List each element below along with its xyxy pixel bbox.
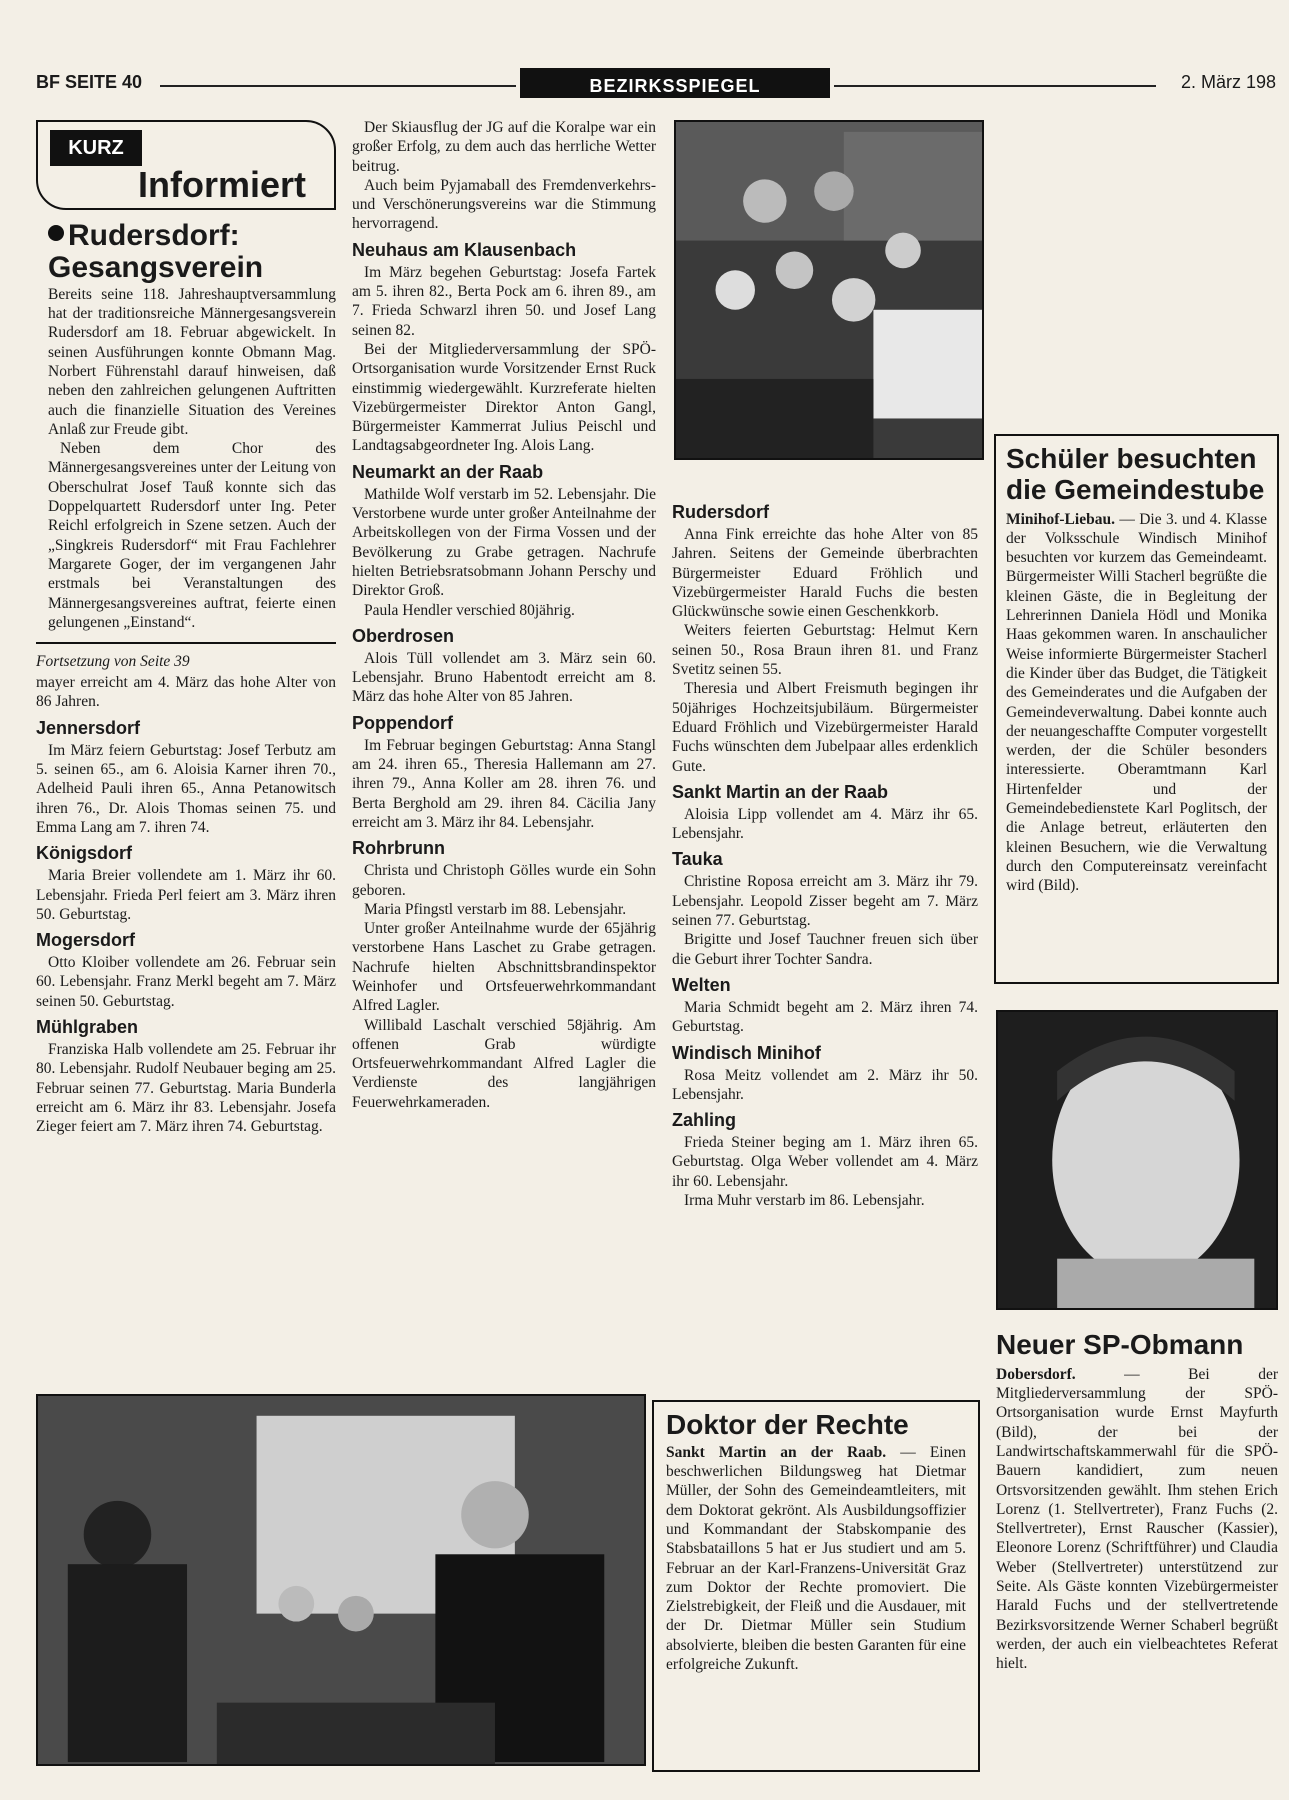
schueler-article (994, 434, 1279, 984)
section-text: Bei der Mitgliederversammlung der SPÖ-Ortsorganisation wurde Vorsitzender Ernst Ruck einstimmig wiedergewählt. Kurzreferate hielten Vizebürgermeister Direktor Anton Gangl, Bürgermeister Kammerrat Julius Peischl und Landtagsabgeordneter Ing. Alois Lang. (352, 340, 656, 455)
photo-school-computer-image (676, 122, 982, 458)
section-text: Alois Tüll vollendet am 3. März sein 60. Lebensjahr. Bruno Habentodt erreicht am 8. März das hohe Alter von 85 Jahren. (352, 649, 656, 706)
section-text: Otto Kloiber vollendete am 26. Februar sein 60. Lebensjahr. Franz Merkl begeht am 7. März seinen 50. Geburtstag. (36, 954, 336, 1010)
section-text: Im März feiern Geburtstag: Josef Terbutz am 5. seinen 65., am 6. Aloisia Karner ihren 70., Adelheid Pauli ihren 65., Anna Petanowitsch ihren 76., Dr. Alois Thomas seinen 75. und Emma Lang am 7. ihren 74. (36, 741, 336, 836)
section-title: Mühlgraben (36, 1016, 138, 1037)
obmann-body (996, 1365, 1278, 1674)
section-title: Neumarkt an der Raab (352, 461, 544, 482)
section-title: Sankt Martin an der Raab (672, 781, 889, 802)
doktor-article (652, 1400, 980, 1772)
intro-paragraph: Auch beim Pyjamaball des Fremdenverkehrs- und Verschönerungsvereins war die Stimmung hervorragend. (352, 176, 656, 233)
section-text: Brigitte und Josef Tauchner freuen sich über die Geburt ihrer Tochter Sandra. (672, 931, 978, 968)
column-3 (672, 496, 978, 1210)
section-text: Rosa Meitz vollendet am 2. März ihr 50. Lebensjahr. (672, 1066, 978, 1103)
section-text: Paula Hendler verschied 80jährig. (364, 601, 575, 619)
section-text: Im Februar begingen Geburtstag: Anna Stangl am 24. ihren 65., Theresia Hallemann am 27. ihren 79., Anna Koller am 28. ihren 76. und Berta Berghold am 29. ihren 84. Cäcilia Jany erreicht am 3. März ihr 84. Lebensjahr. (352, 736, 656, 831)
header-rule-left (160, 85, 516, 87)
section-text: Mathilde Wolf verstarb im 52. Lebensjahr. Die Verstorbene wurde unter großer Anteilnahme der Arbeitskollegen von der Firma Vossen und der Bevölkerung zu Grabe getragen. Nachrufe hielten Betriebsratsobmann Johann Perschy und Direktor Groß. (352, 485, 656, 600)
rudersdorf-article (36, 285, 336, 632)
section-title: Königsdorf (36, 843, 132, 864)
section-title: Windisch Minihof (672, 1042, 821, 1063)
section-title: BEZIRKSSPIEGEL (520, 68, 830, 98)
obmann-dateline: Dobersdorf. (996, 1365, 1076, 1383)
section-text: Christa und Christoph Gölles wurde ein Sohn geboren. (352, 862, 656, 899)
schueler-text: — Die 3. und 4. Klasse der Volksschule Windisch Minihof besuchten vor kurzem das Gemeindeamt. Bürgermeister Willi Stacherl begrüßte die kleinen Gäste, die in Begleitung der Lehrerinnen Daniela Hödl und Monika Haas gekommen waren. In anschaulicher Weise informierte Bürgermeister Stacherl die Kinder über das Budget, die Tätigkeit des Gemeinderates und die Aufgaben der Gemeindeverwaltung. Dabei konnte auch der neuangeschaffte Computer vorgestellt werden, der die Schüler besonders interessierte. Oberamtmann Karl Hirtenfelder und der Gemeindebedienstete Karl Poglitsch, der die Anlage betreut, erläuterten den kleinen Besuchern, wie die Verwaltung durch den Computereinsatz vereinfacht wird (Bild). (1006, 510, 1267, 895)
kurz-title: Informiert (138, 164, 307, 205)
section-text: Christine Roposa erreicht am 3. März ihr 79. Lebensjahr. Leopold Zisser begeht am 7. März seinen 77. Geburtstag. (672, 873, 978, 930)
article-paragraph: Bereits seine 118. Jahreshauptversammlung hat der traditionsreiche Männergesangsverein Rudersdorf am 18. Februar abgewickelt. In seinen Ausführungen konnte Obmann Mag. Norbert Führenstahl darauf hinweisen, daß neben den zahlreichen gelungenen Auftritten auch die finanzielle Situation des Vereines Anlaß zur Freude gibt. (48, 285, 336, 438)
section-title: Welten (672, 974, 731, 995)
rudersdorf-headline: Rudersdorf: Gesangsverein (48, 219, 264, 285)
section-title: Zahling (672, 1110, 736, 1131)
section-text: Franziska Halb vollendete am 25. Februar ihr 80. Lebensjahr. Rudolf Neubauer beging am 25. Februar seinen 77. Geburtstag. Maria Bunderla erreicht am 6. März ihr 83. Lebensjahr. Josefa Zieger feiert am 7. März ihren 74. Geburtstag. (36, 1040, 336, 1136)
page-header (36, 68, 1276, 104)
page-number: BF SEITE 40 (36, 72, 143, 92)
section-title: Rohrbrunn (352, 838, 445, 859)
section-text: Im März begehen Geburtstag: Josefa Fartek am 5. ihren 82., Berta Pock am 6. ihren 89., am 7. Frieda Schwarzl ihren 50. und Josef Lang seinen 82. (352, 263, 656, 339)
doktor-headline: Doktor der Rechte (666, 1409, 909, 1440)
article-paragraph: Neben dem Chor des Männergesangsvereines unter der Leitung von Oberschulrat Josef Tauß konnte sich das Doppelquartett Rudersdorf unter Ing. Peter Reichl erfolgreich in Szene setzen. Auch der „Singkreis Rudersdorf“ mit Frau Fachlehrer Margarete Goger, der im vergangenen Jahr erstmals bei Veranstaltungen des Männergesangsvereines auftrat, feierte einen gelungenen „Einstand“. (48, 440, 336, 631)
section-text: Irma Muhr verstarb im 86. Lebensjahr. (684, 1192, 925, 1210)
section-title: Rudersdorf (672, 502, 770, 522)
photo-graduation (36, 1394, 646, 1766)
section-title: Mogersdorf (36, 930, 135, 951)
header-rule-right (834, 85, 1156, 87)
section-title: Oberdrosen (352, 625, 455, 646)
continued-label: Fortsetzung von Seite 39 (36, 653, 190, 671)
schueler-headline: Schüler besuchten die Gemeindestube (1006, 443, 1265, 505)
doktor-body (666, 1443, 966, 1675)
kurz-informiert-logo (36, 120, 336, 210)
schueler-dateline: Minihof-Liebau. (1006, 510, 1115, 528)
section-text: Aloisia Lipp vollendet am 4. März ihr 65. Lebensjahr. (672, 805, 978, 843)
continued-block (36, 642, 336, 1136)
section-text: Anna Fink erreichte das hohe Alter von 85 Jahren. Seitens der Gemeinde überbrachten Bürgermeister Eduard Fröhlich und Vizebürgermeister Harald Fuchs die besten Glückwünsche sowie einen Geschenkkorb. (672, 526, 978, 621)
photo-school-computer (674, 120, 984, 460)
section-text: Theresia und Albert Freismuth begingen ihr 50jähriges Hochzeitsjubiläum. Bürgermeister Eduard Fröhlich und Vizebürgermeister Harald Fuchs wünschten dem Jubelpaar alles erdenklich Gute. (672, 680, 978, 775)
issue-date: 2. März 198 (1180, 72, 1276, 92)
doktor-dateline: Sankt Martin an der Raab. (666, 1443, 887, 1461)
column-2 (352, 118, 656, 1112)
section-text: Unter großer Anteilnahme wurde der 65jährig verstorbene Hans Laschet zu Grabe getragen. Nachrufe hielten Abschnittsbrandinspektor Weinhofer und Ortsfeuerwehrkommandant Alfred Lagler. (352, 920, 656, 1015)
column-1 (36, 120, 336, 1136)
continued-text: mayer erreicht am 4. März das hohe Alter von 86 Jahren. (36, 674, 336, 711)
obmann-text: — Bei der Mitgliederversammlung der SPÖ-Ortsorganisation wurde Ernst Mayfurth (Bild), der bei der Landwirtschaftskammerwahl für die SPÖ-Bauern kandidiert, zum neuen Ortsvorsitzenden gewählt. Ihm stehen Erich Lorenz (1. Stellvertreter), Franz Fuchs (2. Stellvertreter), Ernst Rauscher (Kassier), Eleonore Lorenz (Schriftführer) und Claudia Weber (Stellvertreter) unterstützend zur Seite. Als Gäste konnten Vizebürgermeister Harald Fuchs und der stellvertretende Bezirksvorsitzende Werner Schaberl begrüßt werden, der auch ein vielbeachtetes Referat hielt. (996, 1365, 1278, 1673)
bullet-icon (48, 225, 64, 241)
photo-ernst-mayfurth (996, 1010, 1278, 1310)
section-text: Weiters feierten Geburtstag: Helmut Kern seinen 50., Rosa Braun ihren 81. und Franz Svetitz seinen 55. (672, 622, 978, 679)
section-title: Poppendorf (352, 712, 453, 733)
section-title: Jennersdorf (36, 717, 141, 738)
obmann-article (996, 1330, 1278, 1674)
section-text: Maria Pfingstl verstarb im 88. Lebensjahr. (364, 900, 627, 918)
section-title: Tauka (672, 849, 723, 870)
section-text: Frieda Steiner beging am 1. März ihren 65. Geburtstag. Olga Weber vollendet am 4. März ihr 60. Lebensjahr. (672, 1134, 978, 1190)
section-text: Willibald Laschalt verschied 58jährig. Am offenen Grab würdigte Ortsfeuerwehrkommandant Alfred Lagler die Verdienste des langjährigen Feuerwehrkameraden. (352, 1016, 656, 1111)
section-text: Maria Breier vollendete am 1. März ihr 60. Lebensjahr. Frieda Perl feiert am 3. März ihren 50. Geburtstag. (36, 867, 336, 923)
kurz-tag: KURZ (50, 130, 142, 166)
photo-ernst-mayfurth-image (998, 1012, 1276, 1308)
doktor-text: — Einen beschwerlichen Bildungsweg hat Dietmar Müller, der Sohn des Gemeindeamtleiters, mit dem Doktorat gekrönt. Als Ausbildungsoffizier und Kommandant der Stabskompanie des Stabsbataillons 5 hat er Jus studiert und am 5. Februar an der Karl-Franzens-Universität Graz zum Doktor der Rechte promoviert. Die Zielstrebigkeit, der Fleiß und die Ausdauer, mit der Dr. Dietmar Müller sein Studium absolvierte, bleiben die besten Garanten für eine erfolgreiche Zukunft. (666, 1443, 966, 1674)
obmann-headline: Neuer SP-Obmann (996, 1329, 1244, 1360)
section-text: Maria Schmidt begeht am 2. März ihren 74. Geburtstag. (672, 998, 978, 1036)
schueler-body (1006, 510, 1267, 896)
intro-paragraph: Der Skiausflug der JG auf die Koralpe war ein großer Erfolg, zu dem auch das herrliche Wetter beitrug. (352, 119, 656, 175)
section-title: Neuhaus am Klausenbach (352, 239, 577, 260)
photo-graduation-image (38, 1396, 644, 1764)
